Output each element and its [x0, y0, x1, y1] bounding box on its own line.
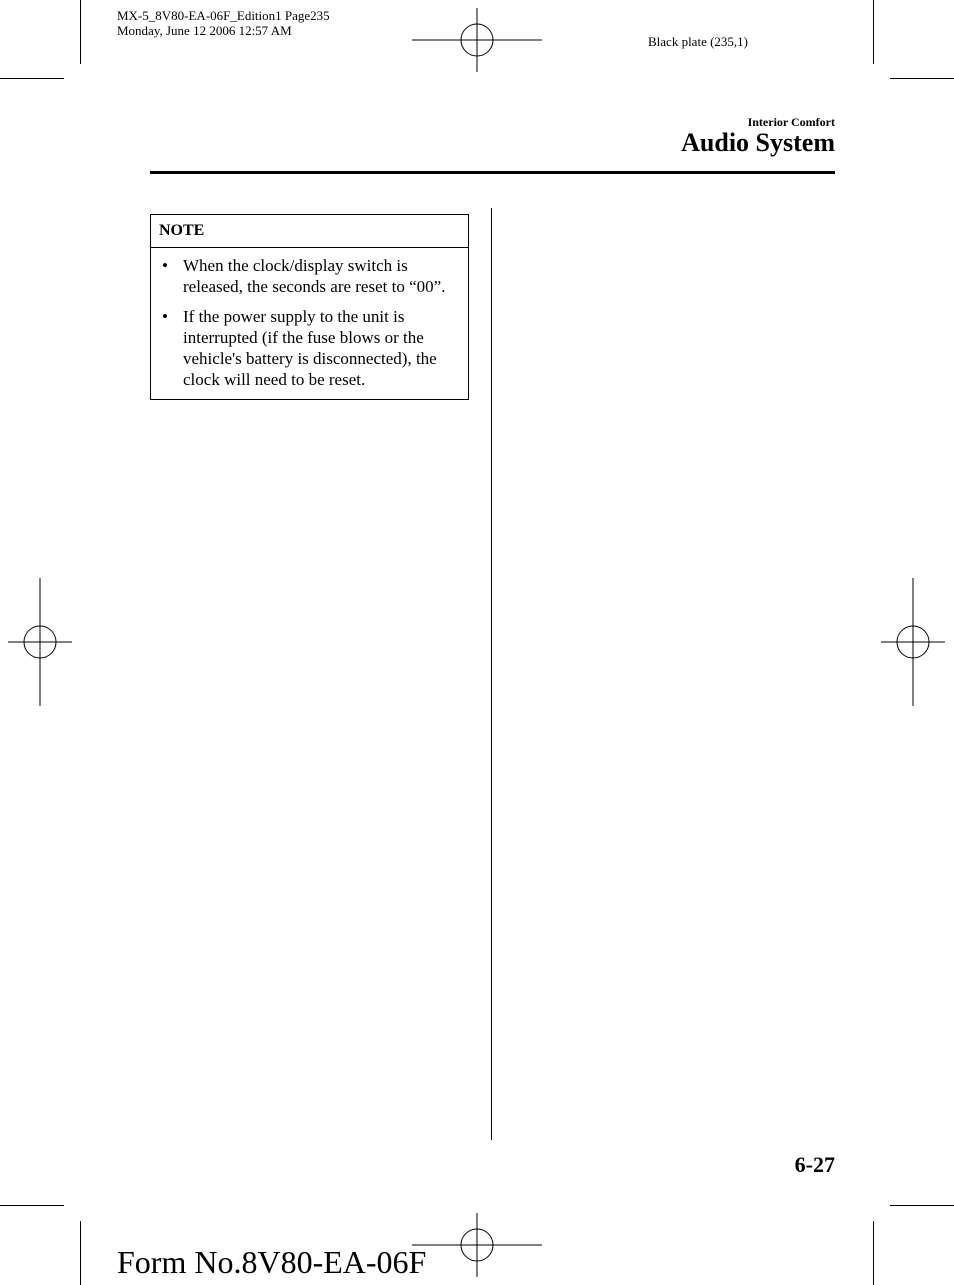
crop-mark-top-left-h	[0, 78, 64, 79]
print-job-date: Monday, June 12 2006 12:57 AM	[117, 23, 292, 38]
bullet-icon: •	[162, 307, 168, 326]
registration-mark-right-icon	[881, 578, 945, 706]
crop-mark-top-right-v	[873, 0, 874, 64]
print-job-info	[117, 8, 330, 38]
title-rule	[150, 171, 835, 174]
column-divider	[491, 208, 492, 1140]
note-heading: NOTE	[151, 215, 468, 248]
section-label: Interior Comfort	[747, 115, 835, 129]
note-box	[150, 214, 469, 400]
note-body	[151, 248, 468, 399]
crop-mark-bottom-right-h	[890, 1205, 954, 1206]
crop-mark-top-right-h	[890, 78, 954, 79]
registration-mark-bottom-icon	[412, 1213, 542, 1277]
note-item-text: When the clock/display switch is released, the seconds are reset to “00”.	[183, 256, 446, 296]
crop-mark-bottom-right-v	[873, 1221, 874, 1285]
crop-mark-top-left-v	[80, 0, 81, 64]
crop-mark-bottom-left-h	[0, 1205, 64, 1206]
print-job-file: MX-5_8V80-EA-06F_Edition1 Page235	[117, 8, 330, 23]
registration-mark-left-icon	[8, 578, 72, 706]
plate-label: Black plate (235,1)	[648, 34, 748, 49]
note-item-text: If the power supply to the unit is interrupted (if the fuse blows or the vehicle's battery is disconnected), the clock will need to be reset.	[183, 307, 437, 389]
crop-mark-bottom-left-v	[80, 1221, 81, 1285]
form-number: Form No.8V80-EA-06F	[117, 1244, 427, 1280]
registration-mark-top-icon	[412, 8, 542, 72]
page-title: Audio System	[681, 128, 835, 157]
note-item	[159, 255, 460, 297]
bullet-icon: •	[162, 256, 168, 275]
note-item	[159, 306, 460, 390]
page-number: 6-27	[794, 1152, 835, 1177]
